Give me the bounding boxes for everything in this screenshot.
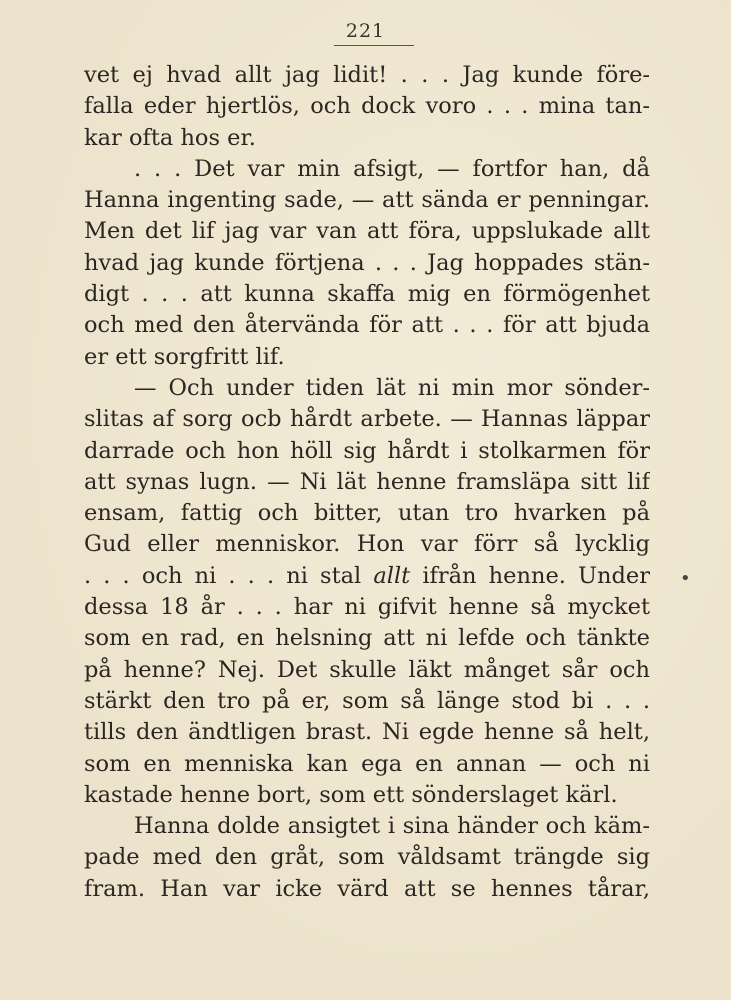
text-line: Hanna ingenting sade, — att sända er penningar. (84, 187, 650, 214)
text-line: Men det lif jag var van att föra, uppslukade allt (84, 218, 650, 245)
text-line: som en menniska kan ega en annan — och ni (84, 750, 650, 777)
text-line: stärkt den tro på er, som så länge stod bi . . . (84, 687, 650, 714)
text-line: på henne? Nej. Det skulle läkt månget sår och (84, 656, 650, 683)
text-line-with-emphasis (84, 561, 650, 592)
text-line: kar ofta hos er. (84, 124, 256, 151)
text-line: er ett sorgfritt lif. (84, 343, 285, 370)
text-line: som en rad, en helsning att ni lefde och tänkte (84, 625, 650, 652)
text-line: kastade henne bort, som ett sönderslaget kärl. (84, 781, 618, 808)
text-line: vet ej hvad allt jag lidit! . . . Jag kunde före- (84, 62, 650, 88)
text-line: pade med den gråt, som våldsamt trängde sig (84, 844, 650, 871)
body-text (84, 60, 650, 905)
text-line: digt . . . att kunna skaffa mig en förmögenhet (84, 281, 650, 308)
text-line: hvad jag kunde förtjena . . . Jag hoppades stän- (84, 249, 650, 276)
text-line: Hanna dolde ansigtet i sina händer och käm- (134, 813, 650, 840)
text-line: och med den återvända för att . . . för att bjuda (84, 312, 650, 339)
text-line: Gud eller menniskor. Hon var förr så lycklig (84, 531, 650, 558)
text-line: slitas af sorg ocb hårdt arbete. — Hannas läppar (84, 406, 650, 433)
emphasized-word: allt (373, 562, 411, 589)
text-line: . . . Det var min afsigt, — fortfor han, då (134, 155, 650, 182)
margin-dot-mark: • (680, 568, 691, 589)
text-line: darrade och hon höll sig hårdt i stolkarmen för (84, 437, 650, 464)
text-line: tills den ändtligen brast. Ni egde henne så helt, (84, 719, 650, 746)
header-rule (334, 45, 414, 46)
page-number: 221 (345, 20, 386, 42)
text-line: fram. Han var icke värd att se hennes tårar, (84, 875, 650, 902)
text-segment: . . . och ni . . . ni stal (84, 562, 362, 589)
text-line: att synas lugn. — Ni lät henne framsläpa sitt lif (84, 468, 650, 495)
text-line: falla eder hjertlös, och dock voro . . . mina tan- (84, 93, 650, 120)
text-line: ensam, fattig och bitter, utan tro hvarken på (84, 500, 650, 527)
text-line: dessa 18 år . . . har ni gifvit henne så mycket (84, 594, 650, 621)
text-segment: ifrån henne. Under (422, 562, 650, 589)
text-line: — Och under tiden lät ni min mor sönder- (134, 374, 650, 401)
